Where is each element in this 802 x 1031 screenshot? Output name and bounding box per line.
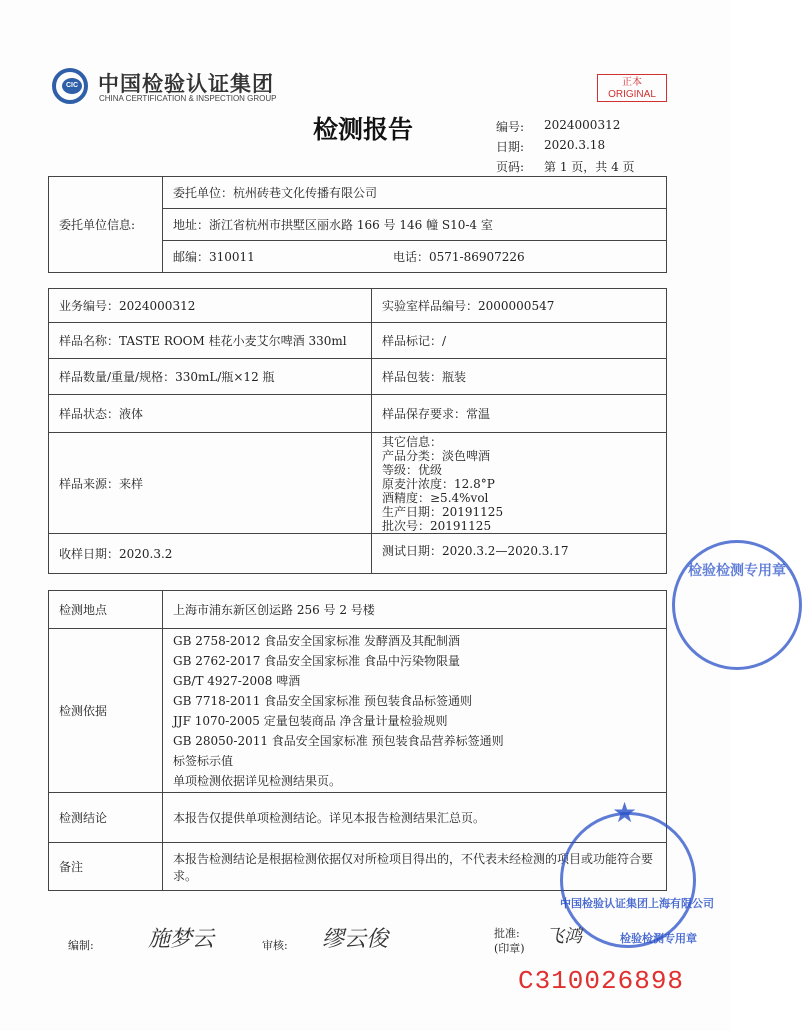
basis-item: GB 28050-2011 食品安全国家标准 预包装食品营养标签通则 (173, 733, 504, 748)
sample-quantity: 样品数量/重量/规格：330mL/瓶×12 瓶 (49, 359, 372, 395)
remark: 本报告检测结论是根据检测依据仅对所检项目得出的，不代表未经检测的项目或功能符合要求。 (163, 843, 667, 891)
basis-item: GB/T 4927-2008 啤酒 (173, 673, 301, 688)
sample-storage: 样品保存要求：常温 (372, 395, 667, 433)
meta-label: 日期: (496, 140, 525, 154)
info-line: 原麦汁浓度：12.8°P (382, 477, 495, 491)
basis-item: GB 2762-2017 食品安全国家标准 食品中污染物限量 (173, 653, 460, 668)
received-date: 收样日期：2020.3.2 (49, 534, 372, 574)
conclusion-label: 检测结论 (49, 793, 163, 843)
original-en: ORIGINAL (608, 89, 656, 100)
org-name-en: CHINA CERTIFICATION & INSPECTION GROUP (99, 94, 277, 103)
basis-label: 检测依据 (49, 629, 163, 793)
client-address: 地址：浙江省杭州市拱墅区丽水路 166 号 146 幢 S10-4 室 (163, 209, 667, 241)
seal-text: 检验检测专用章 (688, 563, 786, 579)
location: 上海市浦东新区创运路 256 号 2 号楼 (163, 591, 667, 629)
client-phone: 电话：0571-86907226 (383, 241, 667, 273)
meta-value: 2024000312 (544, 118, 621, 132)
location-label: 检测地点 (49, 591, 163, 629)
seal-label: (印章) (494, 942, 525, 955)
conclusion: 本报告仅提供单项检测结论。详见本报告检测结果汇总页。 (163, 793, 667, 843)
sample-name: 样品名称：TASTE ROOM 桂花小麦艾尔啤酒 330ml (49, 323, 372, 359)
approved-label: 批准: (494, 927, 520, 940)
client-section-label: 委托单位信息: (49, 177, 163, 273)
reviewed-signature: 缪云俊 (322, 927, 389, 952)
meta-page (496, 158, 635, 175)
basis-item: JJF 1070-2005 定量包装商品 净含量计量检验规则 (173, 713, 448, 728)
seal-subtext: 检验检测专用章 (620, 932, 697, 945)
test-date: 测试日期：2020.3.2—2020.3.17 (372, 534, 667, 574)
seal-text: 中国检验认证集团上海有限公司 (560, 897, 714, 910)
info-line: 酒精度：≥5.4%vol (382, 491, 489, 505)
sample-state: 样品状态：液体 (49, 395, 372, 433)
compiled-signature: 施梦云 (148, 927, 215, 952)
info-line: 等级：优级 (382, 463, 443, 477)
meta-label: 编号: (496, 120, 525, 134)
client-unit: 委托单位：杭州砖巷文化传播有限公司 (163, 177, 667, 209)
sample-source: 样品来源：来样 (49, 433, 372, 534)
org-name-cn: 中国检验认证集团 (98, 72, 274, 96)
lab-sample-no: 实验室样品编号：2000000547 (372, 289, 667, 323)
client-table (48, 176, 667, 273)
other-info (372, 433, 667, 534)
serial-number: C310026898 (518, 966, 685, 996)
sample-mark: 样品标记：/ (372, 323, 667, 359)
report-title: 检测报告 (313, 115, 414, 144)
star-icon: ★ (612, 796, 638, 829)
info-line: 批次号：20191125 (382, 519, 492, 533)
info-line: 产品分类：淡色啤酒 (382, 449, 491, 463)
approved-signature: 飞鸿 (546, 926, 582, 947)
sample-table (48, 288, 667, 574)
sample-package: 样品包装：瓶装 (372, 359, 667, 395)
original-cn: 正本 (622, 77, 642, 88)
basis-item: 单项检测依据详见检测结果页。 (173, 773, 342, 788)
client-postcode: 邮编：310011 (163, 241, 384, 273)
reviewed-label: 审核: (262, 939, 288, 952)
logo-text: CIC (62, 78, 82, 94)
seal-stamp-top (672, 540, 802, 670)
info-line: 其它信息： (382, 435, 443, 449)
business-no: 业务编号：2024000312 (49, 289, 372, 323)
meta-date (496, 138, 606, 155)
meta-number (496, 118, 621, 135)
remark-label: 备注 (49, 843, 163, 891)
basis-item: GB 7718-2011 食品安全国家标准 预包装食品标签通则 (173, 693, 472, 708)
original-stamp (597, 74, 667, 102)
basis-item: 标签标示值 (173, 753, 234, 768)
basis-item: GB 2758-2012 食品安全国家标准 发酵酒及其配制酒 (173, 633, 460, 648)
meta-value: 第 1 页，共 4 页 (544, 160, 635, 174)
basis-list (163, 629, 667, 793)
meta-label: 页码: (496, 160, 525, 174)
meta-value: 2020.3.18 (544, 138, 606, 152)
compiled-label: 编制: (68, 939, 94, 952)
info-line: 生产日期：20191125 (382, 505, 504, 519)
